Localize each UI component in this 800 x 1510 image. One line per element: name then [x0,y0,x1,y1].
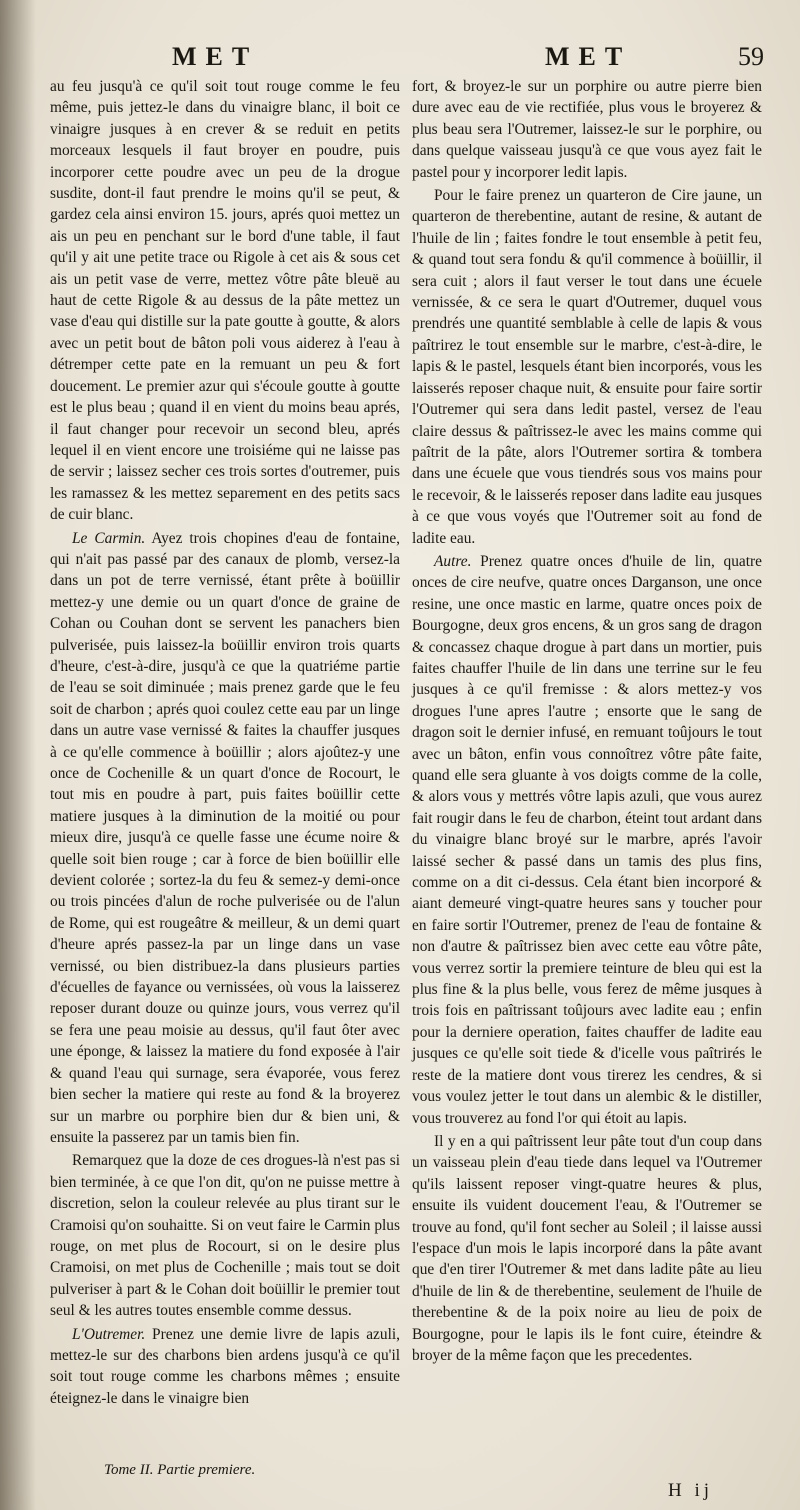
signature-mark: H ij [668,1480,714,1501]
running-head-right: MET [545,42,632,71]
section-lead: L'Outremer. [72,1325,146,1343]
paragraph-text: Ayez trois chopines d'eau de fontaine, qui n'ait pas passé par des canaux de plomb, versez-la dans un pot de terre vernissé, étant prête à boüillir mettez-y une demie ou un quart d'once de graine de Cohan ou Couhan dont se servent les panachers bien pulverisée, puis laissez-la boüillir environ trois quarts d'heure, c'est-à-dire, jusqu'à ce que la quatriéme partie de l'eau se soit diminuée ; mais prenez garde que le feu soit de charbon ; aprés quoi coulez cette eau par un linge dans un autre vase vernissé & faites la chauffer jusques à ce qu'elle commence à boüillir ; alors ajoûtez-y une once de Cochenille & un quart d'once de Rocourt, le tout mis en poudre à part, puis faites boüillir cette matiere jusques à la diminution de la moitié ou pour mieux dire, jusqu'à ce quelle fasse une écume noire & quelle soit bien rouge ; car à force de bien boüillir elle devient colorée ; sortez-la du feu & semez-y demi-once ou trois pincées d'alun de roche pulverisée ou de l'alun de Rome, qui est rougeâtre & meilleur, & un demi quart d'heure aprés passez-la par un linge dans un vase vernissé, ou bien distribuez-la dans plusieurs parties d'écuelles de fayance ou vernissées, où vous la laisserez reposer durant douze ou quinze jours, vous verrez qu'il se fera une peau moisie au dessus, qu'il faut ôter avec une éponge, & laissez la matiere du fond exposée à l'air & quand l'eau qui surnage, sera évaporée, vous ferez bien secher la matiere qui reste au fond & la broyerez sur un marbre ou porphire bien dur & bien uni, & ensuite la passerez par un tamis bien fin. [50,529,400,1146]
running-head-left: MET [172,42,259,71]
section-lead: Autre. [434,552,472,570]
left-column [50,76,400,1409]
right-column [412,76,762,1366]
paragraph-text: Prenez une demie livre de lapis azuli, mettez-le sur des charbons bien ardens jusqu'à ce qu'il soit tout rouge comme les charbons mêmes ; ensuite éteignez-le dans le vinaigre bien [50,1325,400,1407]
paragraph-autre [412,551,762,1129]
gutter-shadow [0,0,36,1510]
paragraph: Pour le faire prenez un quarteron de Cire jaune, un quarteron de therebentine, autant de resine, & autant de l'huile de lin ; faites fondre le tout ensemble à petit feu, & quand tout sera fondu & qu'il commence à boüillir, il sera cuit ; alors il faut verser le tout dans une écuele vernissée, & ce sera le quart d'Outremer, duquel vous prendrés une quantité semblable à celle de lapis & vous paîtrirez le tout ensemble sur le marbre, c'est-à-dire, le lapis & le pastel, lesquels étant bien incorporés, vous les laisserés reposer chaque nuit, & ensuite pour faire sortir l'Outremer qui sera dans ledit pastel, versez de l'eau claire dessus & paîtrissez-le avec les mains comme qui paîtrit de la pâte, alors l'Outremer sortira & tombera dans une écuele que vous tiendrés sous vos mains pour le recevoir, & le laisserés reposer dans ladite eau jusques à ce que vous voyés que l'Outremer soit au fond de ladite eau. [412,187,762,547]
paragraph-carmin [50,528,400,1149]
paragraph: fort, & broyez-le sur un porphire ou autre pierre bien dure avec eau de vie rectifiée, plus vous le broyerez & plus beau sera l'Outremer, laissez-le sur le porphire, ou dans quelque vaisseau jusqu'à ce que vous ayez fait le pastel pour y incorporer ledit lapis. [412,78,762,181]
paragraph: Il y en a qui paîtrissent leur pâte tout d'un coup dans un vaisseau plein d'eau tiede dans lequel va l'Outremer qu'ils laissent reposer vingt-quatre heures & plus, ensuite ils vuident doucement l'eau, & l'Outremer se trouve au fond, qu'il font secher au Soleil ; il laisse aussi l'espace d'un mois le lapis incorporé dans la pâte avant que d'en tirer l'Outremer & met dans ladite pâte au lieu d'huile de lin & de therebentine, seulement de l'huile de therebentine & de la poix noire au lieu de poix de Bourgogne, pour le lapis ils le font cuire, éteindre & broyer de la même façon que les precedentes. [412,1132,762,1364]
section-lead: Le Carmin. [72,529,146,547]
volume-note: Tome II. Partie premiere. [104,1462,256,1478]
paragraph: au feu jusqu'à ce qu'il soit tout rouge comme le feu même, puis jettez-le dans du vinaigre blanc, il boit ce vinaigre jusques à en crever & se reduit en petits morceaux lesquels il faut broyer en poudre, puis incorporer cette poudre avec un peu de la drogue susdite, dont-il faut prendre le moins qu'il se peut, & gardez cela ainsi environ 15. jours, aprés quoi mettez un ais un peu en penchant sur le bord d'une table, il faut qu'il y ait une petite trace ou Rigole à cet ais & sous cet ais un petit vase de verre, mettez vôtre pâte bleuë au haut de cette Rigole & au dessus de la pâte mettez un vase d'eau qui distille sur la pate goutte à goutte, & alors avec un petit bout de bâton poli vous aiderez à l'eau à détremper cette pate en la remuant un peu & fort doucement. Le premier azur qui s'écoule goutte à goutte est le plus beau ; quand il en vient du moins beau aprés, il faut changer pour recevoir un second bleu, aprés lequel il en vient encore une troisiéme qui ne laisse pas de servir ; laissez secher ces trois sortes d'outremer, puis les ramassez & les mettez separement en des petits sacs de cuir blanc. [50,78,400,524]
page-number: 59 [738,42,764,71]
paragraph-text: Prenez quatre onces d'huile de lin, quatre onces de cire neufve, quatre onces Darganson, une once resine, une once mastic en larme, quatre onces poix de Bourgogne, deux gros encens, & un gros sang de dragon & concassez chaque drogue à part dans un mortier, puis faites chauffer l'huile de lin dans une terrine sur le feu jusques à ce qu'il fremisse : & alors mettez-y vos drogues l'une apres l'autre ; ensorte que le sang de dragon soit le dernier infusé, en remuant toûjours le tout avec un bâton, enfin vous connoîtrez vôtre pâte faite, quand elle sera gluante à vos doigts comme de la colle, & alors vous y mettrés vôtre lapis azuli, que vous aurez fait rougir dans le feu de charbon, éteint tout ardant dans du vinaigre blanc broyé sur le marbre, aprés l'avoir laissé secher & passé dans un tamis des plus fins, comme on a dit ci-dessus. Cela étant bien incorporé & aiant demeuré vingt-quatre heures sans y toucher pour en faire sortir l'Outremer, prenez de l'eau de fontaine & non d'autre & paîtrissez bien avec cette eau vôtre pâte, vous verrez sortir la premiere teinture de bleu qui est la plus fine & la plus belle, vous ferez de même jusques à trois fois en paîtrissant toûjours avec ladite eau ; enfin pour la derniere operation, faites chauffer de ladite eau jusques ce qu'elle soit tiede & d'icelle vous paîtrirés le reste de la matiere dont vous tirerez les cendres, & si vous voulez jetter le tout dans un alembic & le distiller, vous trouverez au fond l'or qui étoit au lapis. [412,552,762,1127]
paragraph-outremer [50,1324,400,1410]
paragraph: Remarquez que la doze de ces drogues-là n'est pas si bien terminée, à ce que l'on dit, qu'on ne puisse mettre à discretion, selon la couleur relevée au plus tirant sur le Cramoisi qu'on souhaitte. Si on veut faire le Carmin plus rouge, on met plus de Rocourt, si on le desire plus Cramoisi, on met plus de Cochenille ; mais tout se doit pulveriser à part & le Cohan doit boüillir le premier tout seul & les autres toutes ensemble comme dessus. [50,1152,400,1320]
